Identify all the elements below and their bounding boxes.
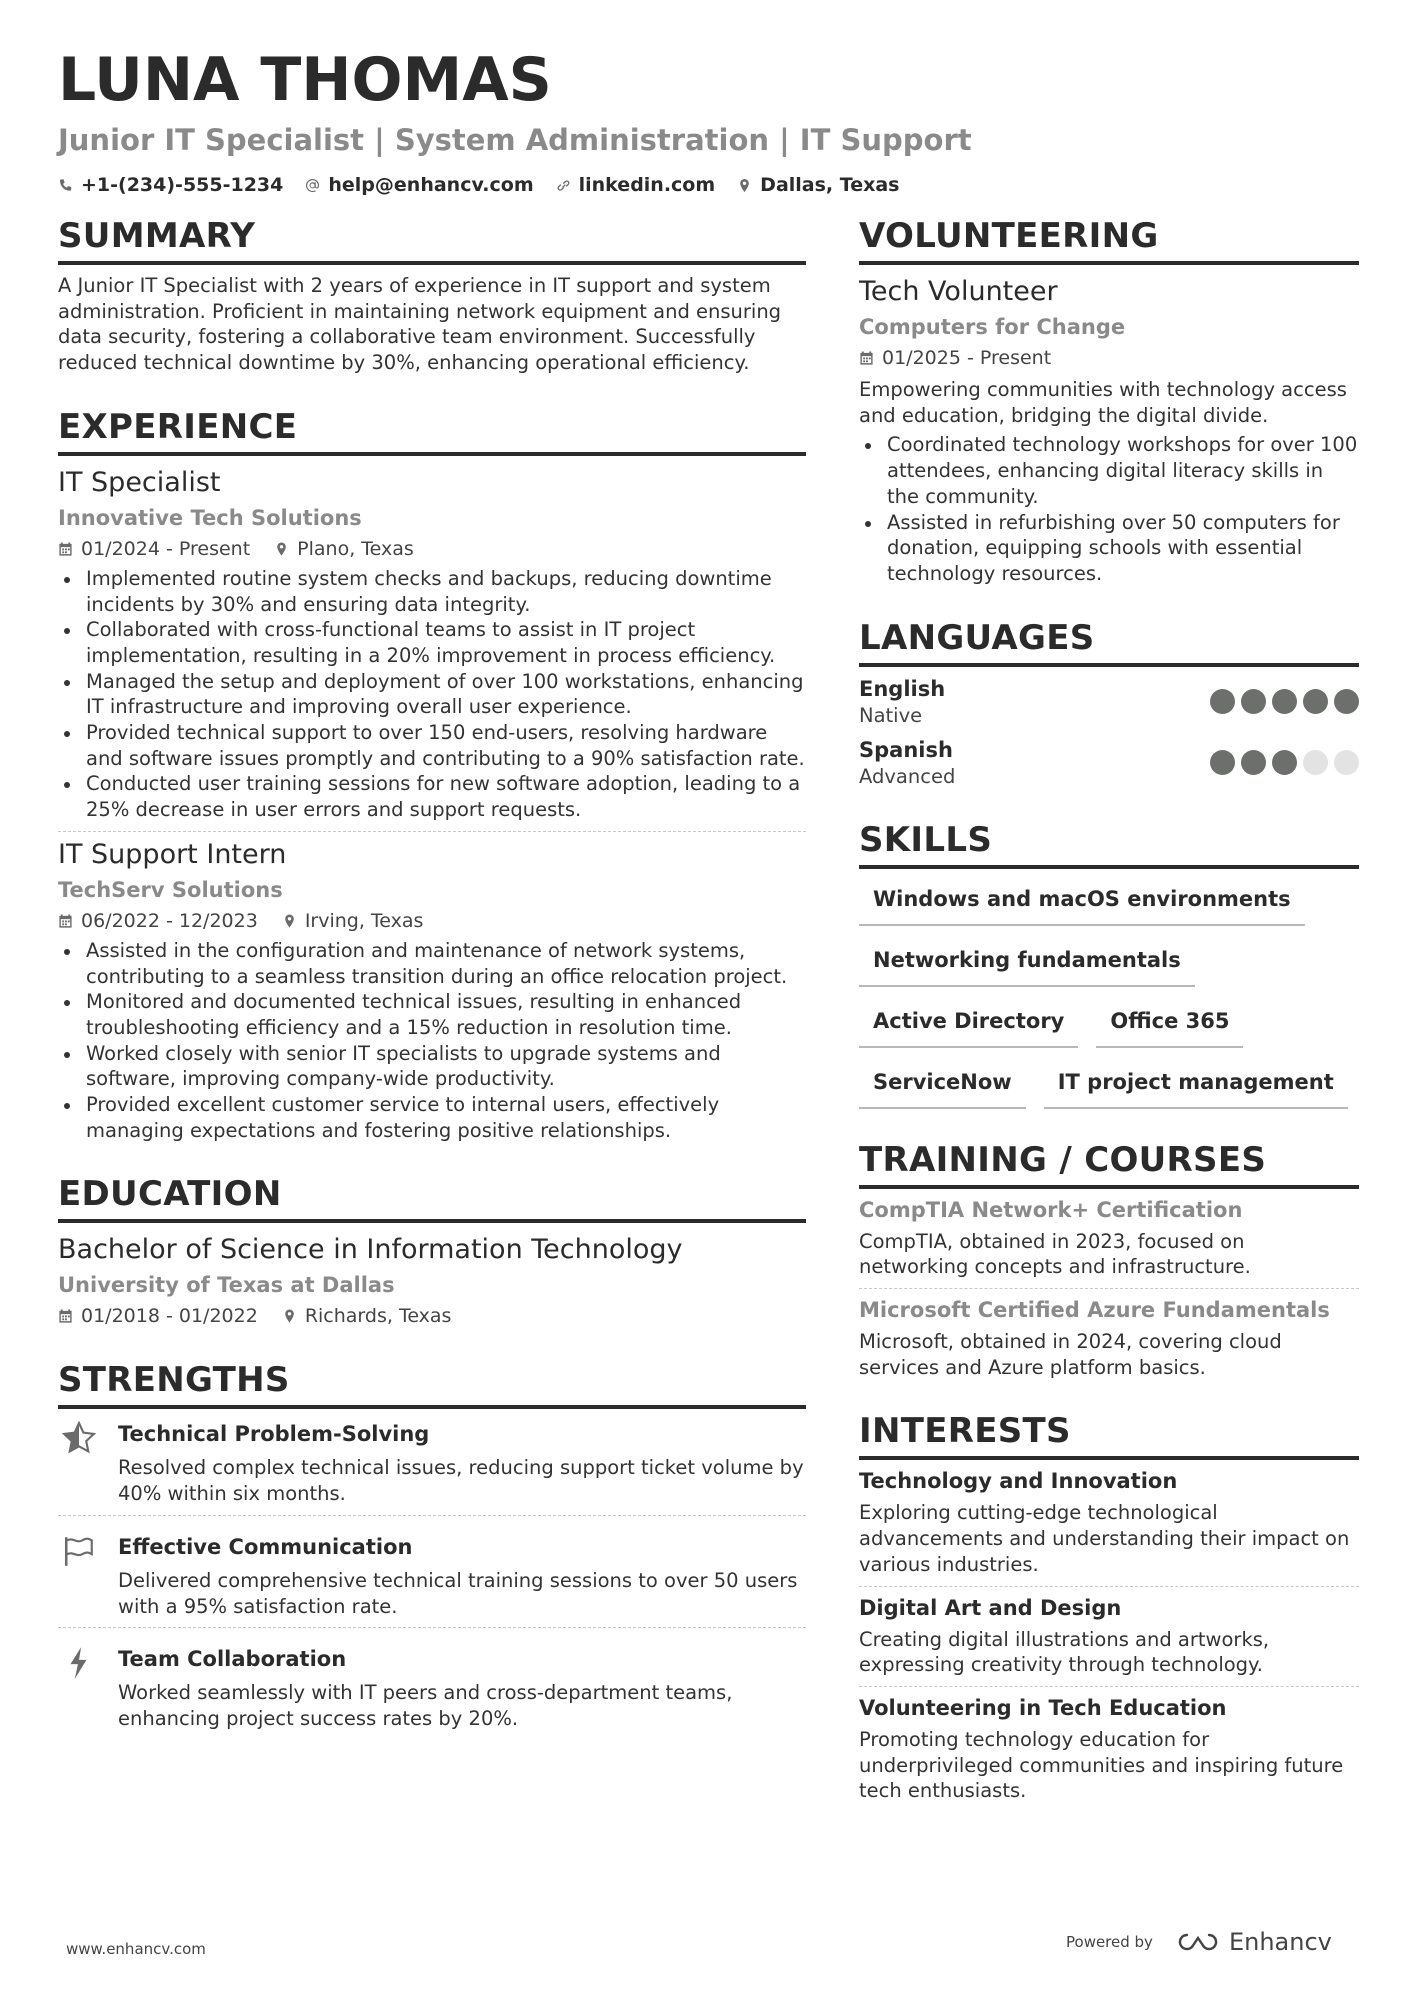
section-title: TRAINING / COURSES [859, 1137, 1359, 1189]
job-entry [58, 838, 806, 1144]
language-name: English [859, 676, 946, 701]
list-item: Coordinated technology workshops for over 100 attendees, enhancing digital literacy skills in the community. [859, 432, 1359, 509]
right-column [859, 213, 1359, 1832]
list-item: Assisted in refurbishing over 50 computers for donation, equipping schools with essential technology resources. [859, 510, 1359, 587]
job-meta [58, 536, 806, 562]
section-title: LANGUAGES [859, 615, 1359, 667]
job-dates: 01/2024 - Present [58, 536, 250, 562]
list-item: Assisted in the configuration and maintenance of network systems, contributing to a seamless transition during an office relocation project. [58, 938, 806, 989]
rating-dot-filled [1210, 689, 1235, 714]
headline: Junior IT Specialist | System Administration | IT Support [58, 123, 972, 157]
location-text: Dallas, Texas [760, 174, 900, 196]
candidate-name: LUNA THOMAS [58, 45, 552, 115]
interest-desc: Exploring cutting-edge technological advancements and understanding their impact on various industries. [859, 1501, 1350, 1576]
phone-icon [58, 178, 73, 193]
education-dates: 01/2018 - 01/2022 [58, 1303, 258, 1329]
strength-item [58, 1634, 806, 1731]
brand-logo[interactable] [1175, 1928, 1332, 1956]
divider [859, 1686, 1359, 1687]
footer-website[interactable]: www.enhancv.com [66, 1940, 206, 1958]
location-pin-icon [274, 541, 289, 557]
skill-tag: ServiceNow [859, 1062, 1026, 1109]
list-item: Collaborated with cross-functional teams to assist in IT project implementation, resulting in a 20% improvement in process efficiency. [58, 617, 806, 668]
course-title: CompTIA Network+ Certification [859, 1197, 1243, 1222]
rating-dot-empty [1303, 750, 1328, 775]
job-bullets [58, 566, 806, 823]
star-icon [62, 1421, 96, 1455]
powered-by-label: Powered by [1066, 1933, 1153, 1951]
strength-desc: Resolved complex technical issues, reducing support ticket volume by 40% within six months. [118, 1456, 804, 1506]
job-location: Plano, Texas [274, 536, 414, 562]
language-item [859, 675, 1359, 728]
summary-text: A Junior IT Specialist with 2 years of experience in IT support and system administration. Proficient in maintaining network equipment and ensuring data security, fostering a collaborative team environment. Successfully reduced technical downtime by 30%, enhancing operational efficiency. [58, 274, 782, 375]
job-role: IT Specialist [58, 466, 221, 498]
list-item: Provided excellent customer service to internal users, effectively managing expectations and fostering positive relationships. [58, 1092, 806, 1143]
language-rating [1210, 750, 1359, 775]
contact-linkedin[interactable] [556, 174, 716, 196]
linkedin-text: linkedin.com [578, 174, 716, 196]
interests-section [859, 1408, 1359, 1804]
course-desc: Microsoft, obtained in 2024, covering cloud services and Azure platform basics. [859, 1330, 1282, 1379]
list-item: Managed the setup and deployment of over 100 workstations, enhancing IT infrastructure and improving overall user experience. [58, 669, 806, 720]
section-title: SUMMARY [58, 213, 806, 265]
strength-title: Effective Communication [118, 1534, 413, 1559]
rating-dot-filled [1334, 689, 1359, 714]
interest-desc: Promoting technology education for underprivileged communities and inspiring future tech enthusiasts. [859, 1727, 1344, 1803]
job-bullets [58, 938, 806, 1144]
interest-title: Volunteering in Tech Education [859, 1695, 1227, 1720]
resume-header [58, 40, 1358, 196]
training-section [859, 1137, 1359, 1381]
job-dates: 06/2022 - 12/2023 [58, 908, 258, 934]
school: University of Texas at Dallas [58, 1273, 395, 1298]
volunteer-role: Tech Volunteer [859, 276, 1058, 307]
strength-item [58, 1409, 806, 1506]
skill-tag: Active Directory [859, 1001, 1078, 1048]
skill-tag: Windows and macOS environments [859, 879, 1305, 926]
job-company: Innovative Tech Solutions [58, 505, 362, 530]
volunteer-org: Computers for Change [859, 315, 1126, 339]
rating-dot-filled [1210, 750, 1235, 775]
enhancv-logo-icon [1175, 1931, 1221, 1953]
left-column [58, 213, 806, 1760]
job-meta [58, 908, 806, 934]
contact-email[interactable] [305, 174, 533, 196]
skill-tag: Office 365 [1096, 1001, 1243, 1048]
at-icon [305, 178, 320, 193]
language-level: Native [859, 703, 923, 727]
lightning-icon [62, 1646, 96, 1680]
skills-list [859, 879, 1359, 1109]
phone-text: +1-(234)-555-1234 [81, 174, 284, 196]
job-location: Irving, Texas [282, 908, 424, 934]
language-item [859, 736, 1359, 789]
strengths-section [58, 1357, 806, 1731]
location-pin-icon [282, 1308, 297, 1324]
rating-dot-filled [1303, 689, 1328, 714]
footer-branding [1066, 1928, 1332, 1956]
contact-bar [58, 174, 1358, 196]
volunteer-dates: 01/2025 - Present [859, 345, 1051, 371]
education-meta [58, 1303, 806, 1329]
job-entry [58, 466, 806, 823]
rating-dot-filled [1241, 689, 1266, 714]
link-icon [556, 178, 571, 193]
volunteer-bullets [859, 432, 1359, 586]
skill-tag: IT project management [1044, 1062, 1348, 1109]
divider [859, 1288, 1359, 1289]
calendar-icon [58, 913, 73, 929]
contact-phone[interactable] [58, 174, 283, 196]
divider [58, 831, 806, 832]
summary-section [58, 213, 806, 376]
interest-desc: Creating digital illustrations and artworks, expressing creativity through technology. [859, 1627, 1270, 1677]
course-desc: CompTIA, obtained in 2023, focused on networking concepts and infrastructure. [859, 1229, 1251, 1279]
experience-section [58, 404, 806, 1144]
flag-icon [62, 1534, 96, 1568]
divider [859, 1586, 1359, 1587]
list-item: Conducted user training sessions for new software adoption, leading to a 25% decrease in user errors and support requests. [58, 771, 806, 822]
section-title: INTERESTS [859, 1408, 1359, 1460]
list-item: Monitored and documented technical issues, resulting in enhanced troubleshooting efficiency and a 15% reduction in resolution time. [58, 989, 806, 1040]
section-title: EXPERIENCE [58, 404, 806, 456]
strength-title: Technical Problem-Solving [118, 1422, 430, 1447]
rating-dot-filled [1241, 750, 1266, 775]
course-title: Microsoft Certified Azure Fundamentals [859, 1298, 1330, 1323]
divider [58, 1515, 806, 1516]
list-item: Worked closely with senior IT specialists to upgrade systems and software, improving company-wide productivity. [58, 1041, 806, 1092]
rating-dot-filled [1272, 750, 1297, 775]
interest-title: Technology and Innovation [859, 1469, 1178, 1494]
strength-desc: Worked seamlessly with IT peers and cross-department teams, enhancing project success rates by 20%. [118, 1681, 733, 1730]
job-role: IT Support Intern [58, 838, 287, 870]
section-title: SKILLS [859, 817, 1359, 869]
calendar-icon [58, 1308, 73, 1324]
language-rating [1210, 689, 1359, 714]
language-name: Spanish [859, 737, 953, 762]
skills-section [859, 817, 1359, 1109]
interest-title: Digital Art and Design [859, 1595, 1122, 1620]
education-location: Richards, Texas [282, 1303, 452, 1329]
email-text: help@enhancv.com [328, 174, 534, 196]
volunteering-section [859, 213, 1359, 587]
section-title: EDUCATION [58, 1171, 806, 1223]
volunteer-desc: Empowering communities with technology access and education, bridging the digital divide. [859, 378, 1347, 427]
rating-dot-filled [1272, 689, 1297, 714]
volunteer-meta [859, 345, 1359, 371]
education-section [58, 1171, 806, 1329]
location-pin-icon [737, 178, 752, 193]
job-company: TechServ Solutions [58, 877, 283, 902]
contact-location [737, 174, 899, 196]
strength-desc: Delivered comprehensive technical training sessions to over 50 users with a 95% satisfaction rate. [118, 1568, 798, 1618]
languages-section [859, 615, 1359, 789]
section-title: VOLUNTEERING [859, 213, 1359, 265]
language-level: Advanced [859, 764, 956, 788]
calendar-icon [859, 350, 874, 366]
location-pin-icon [282, 913, 297, 929]
list-item: Implemented routine system checks and backups, reducing downtime incidents by 30% and ensuring data integrity. [58, 566, 806, 617]
strength-item [58, 1522, 806, 1619]
rating-dot-empty [1334, 750, 1359, 775]
strength-title: Team Collaboration [118, 1647, 347, 1672]
list-item: Provided technical support to over 150 end-users, resolving hardware and software issues promptly and contributing to a 90% satisfaction rate. [58, 720, 806, 771]
calendar-icon [58, 541, 73, 557]
section-title: STRENGTHS [58, 1357, 806, 1409]
divider [58, 1627, 806, 1628]
degree: Bachelor of Science in Information Technology [58, 1234, 683, 1266]
skill-tag: Networking fundamentals [859, 940, 1195, 987]
brand-name: Enhancv [1228, 1928, 1332, 1956]
